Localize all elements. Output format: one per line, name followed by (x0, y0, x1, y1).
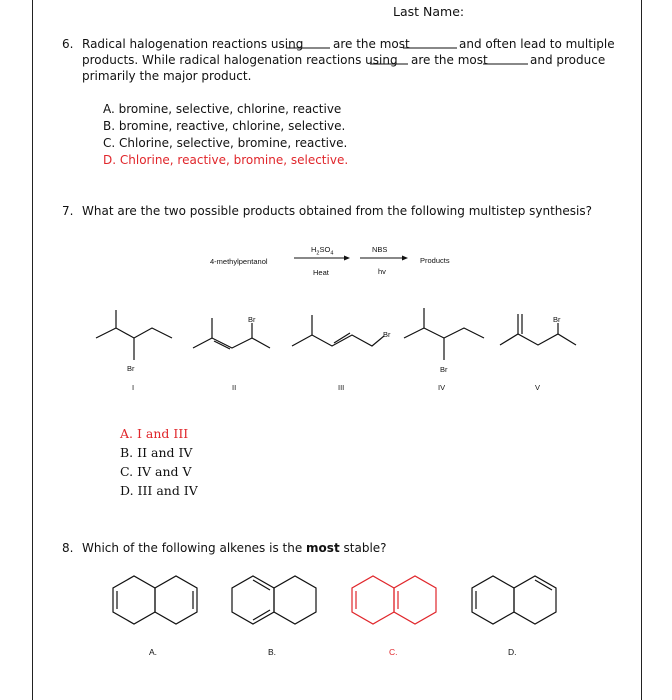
q6-line2-b: are the most (411, 53, 488, 67)
q7-number: 7. (62, 204, 74, 218)
q6-option-a[interactable]: A. bromine, selective, chlorine, reactive (103, 102, 342, 116)
structure-5 (500, 314, 576, 345)
structure-2-br: Br (248, 315, 256, 324)
q8-question: Which of the following alkenes is the most stable? (82, 541, 387, 555)
q6-line2-c: and produce (530, 53, 606, 67)
alkene-choice-c[interactable] (352, 576, 436, 624)
structure-2 (193, 318, 270, 349)
structure-1-label: I (132, 383, 135, 392)
q7-option-d[interactable]: D. III and IV (120, 483, 198, 498)
q6-line1-a: Radical halogenation reactions using (82, 37, 304, 51)
q8-choice-c-label[interactable]: C. (389, 647, 398, 657)
q7-option-c[interactable]: C. IV and V (120, 464, 192, 479)
products-label: Products (420, 256, 450, 265)
q6-line3: primarily the major product. (82, 69, 252, 83)
q6-line2-a: products. While radical halogenation reactions using (82, 53, 398, 67)
q6-line1-b: are the most (333, 37, 410, 51)
reagent-2-bottom: hv (378, 267, 386, 276)
alkene-choice-d[interactable] (472, 576, 556, 624)
q8-choice-b-label[interactable]: B. (268, 647, 277, 657)
structure-3 (292, 315, 384, 346)
q6-option-b[interactable]: B. bromine, reactive, chlorine, selective. (103, 119, 346, 133)
structure-2-label: II (232, 383, 237, 392)
reagent-1-bottom: Heat (313, 268, 329, 277)
structure-4-label: IV (438, 383, 446, 392)
q6-line1-c: and often lead to multiple (459, 37, 615, 51)
q7-question: What are the two possible products obtained from the following multistep synthesis? (82, 204, 592, 218)
reaction-arrow-2 (360, 256, 408, 261)
q8-number: 8. (62, 541, 74, 555)
alkene-choice-b[interactable] (232, 576, 316, 624)
structure-1-br: Br (127, 364, 135, 373)
q8-choice-a-label[interactable]: A. (149, 647, 158, 657)
structure-4 (404, 308, 484, 360)
structure-3-br: Br (383, 330, 391, 339)
alkene-choice-a[interactable] (113, 576, 197, 624)
starting-material: 4-methylpentanol (210, 257, 268, 266)
last-name-label: Last Name: (393, 4, 465, 19)
reagent-2-top: NBS (372, 245, 388, 254)
q6-number: 6. (62, 37, 74, 51)
q6-blanks (286, 48, 528, 64)
q7-option-a[interactable]: A. I and III (120, 426, 189, 441)
structure-3-label: III (338, 383, 345, 392)
q7-option-b[interactable]: B. II and IV (120, 445, 193, 460)
reaction-arrow-1 (294, 256, 350, 261)
q6-option-c[interactable]: C. Chlorine, selective, bromine, reactive. (103, 136, 348, 150)
structure-5-br: Br (553, 315, 561, 324)
q6-option-d[interactable]: D. Chlorine, reactive, bromine, selective. (103, 153, 349, 167)
structure-4-br: Br (440, 365, 448, 374)
q8-choice-d-label[interactable]: D. (508, 647, 517, 657)
structure-1 (96, 310, 172, 360)
structure-5-label: V (535, 383, 541, 392)
reagent-1-top: $H_2SO_4$ (311, 245, 334, 257)
